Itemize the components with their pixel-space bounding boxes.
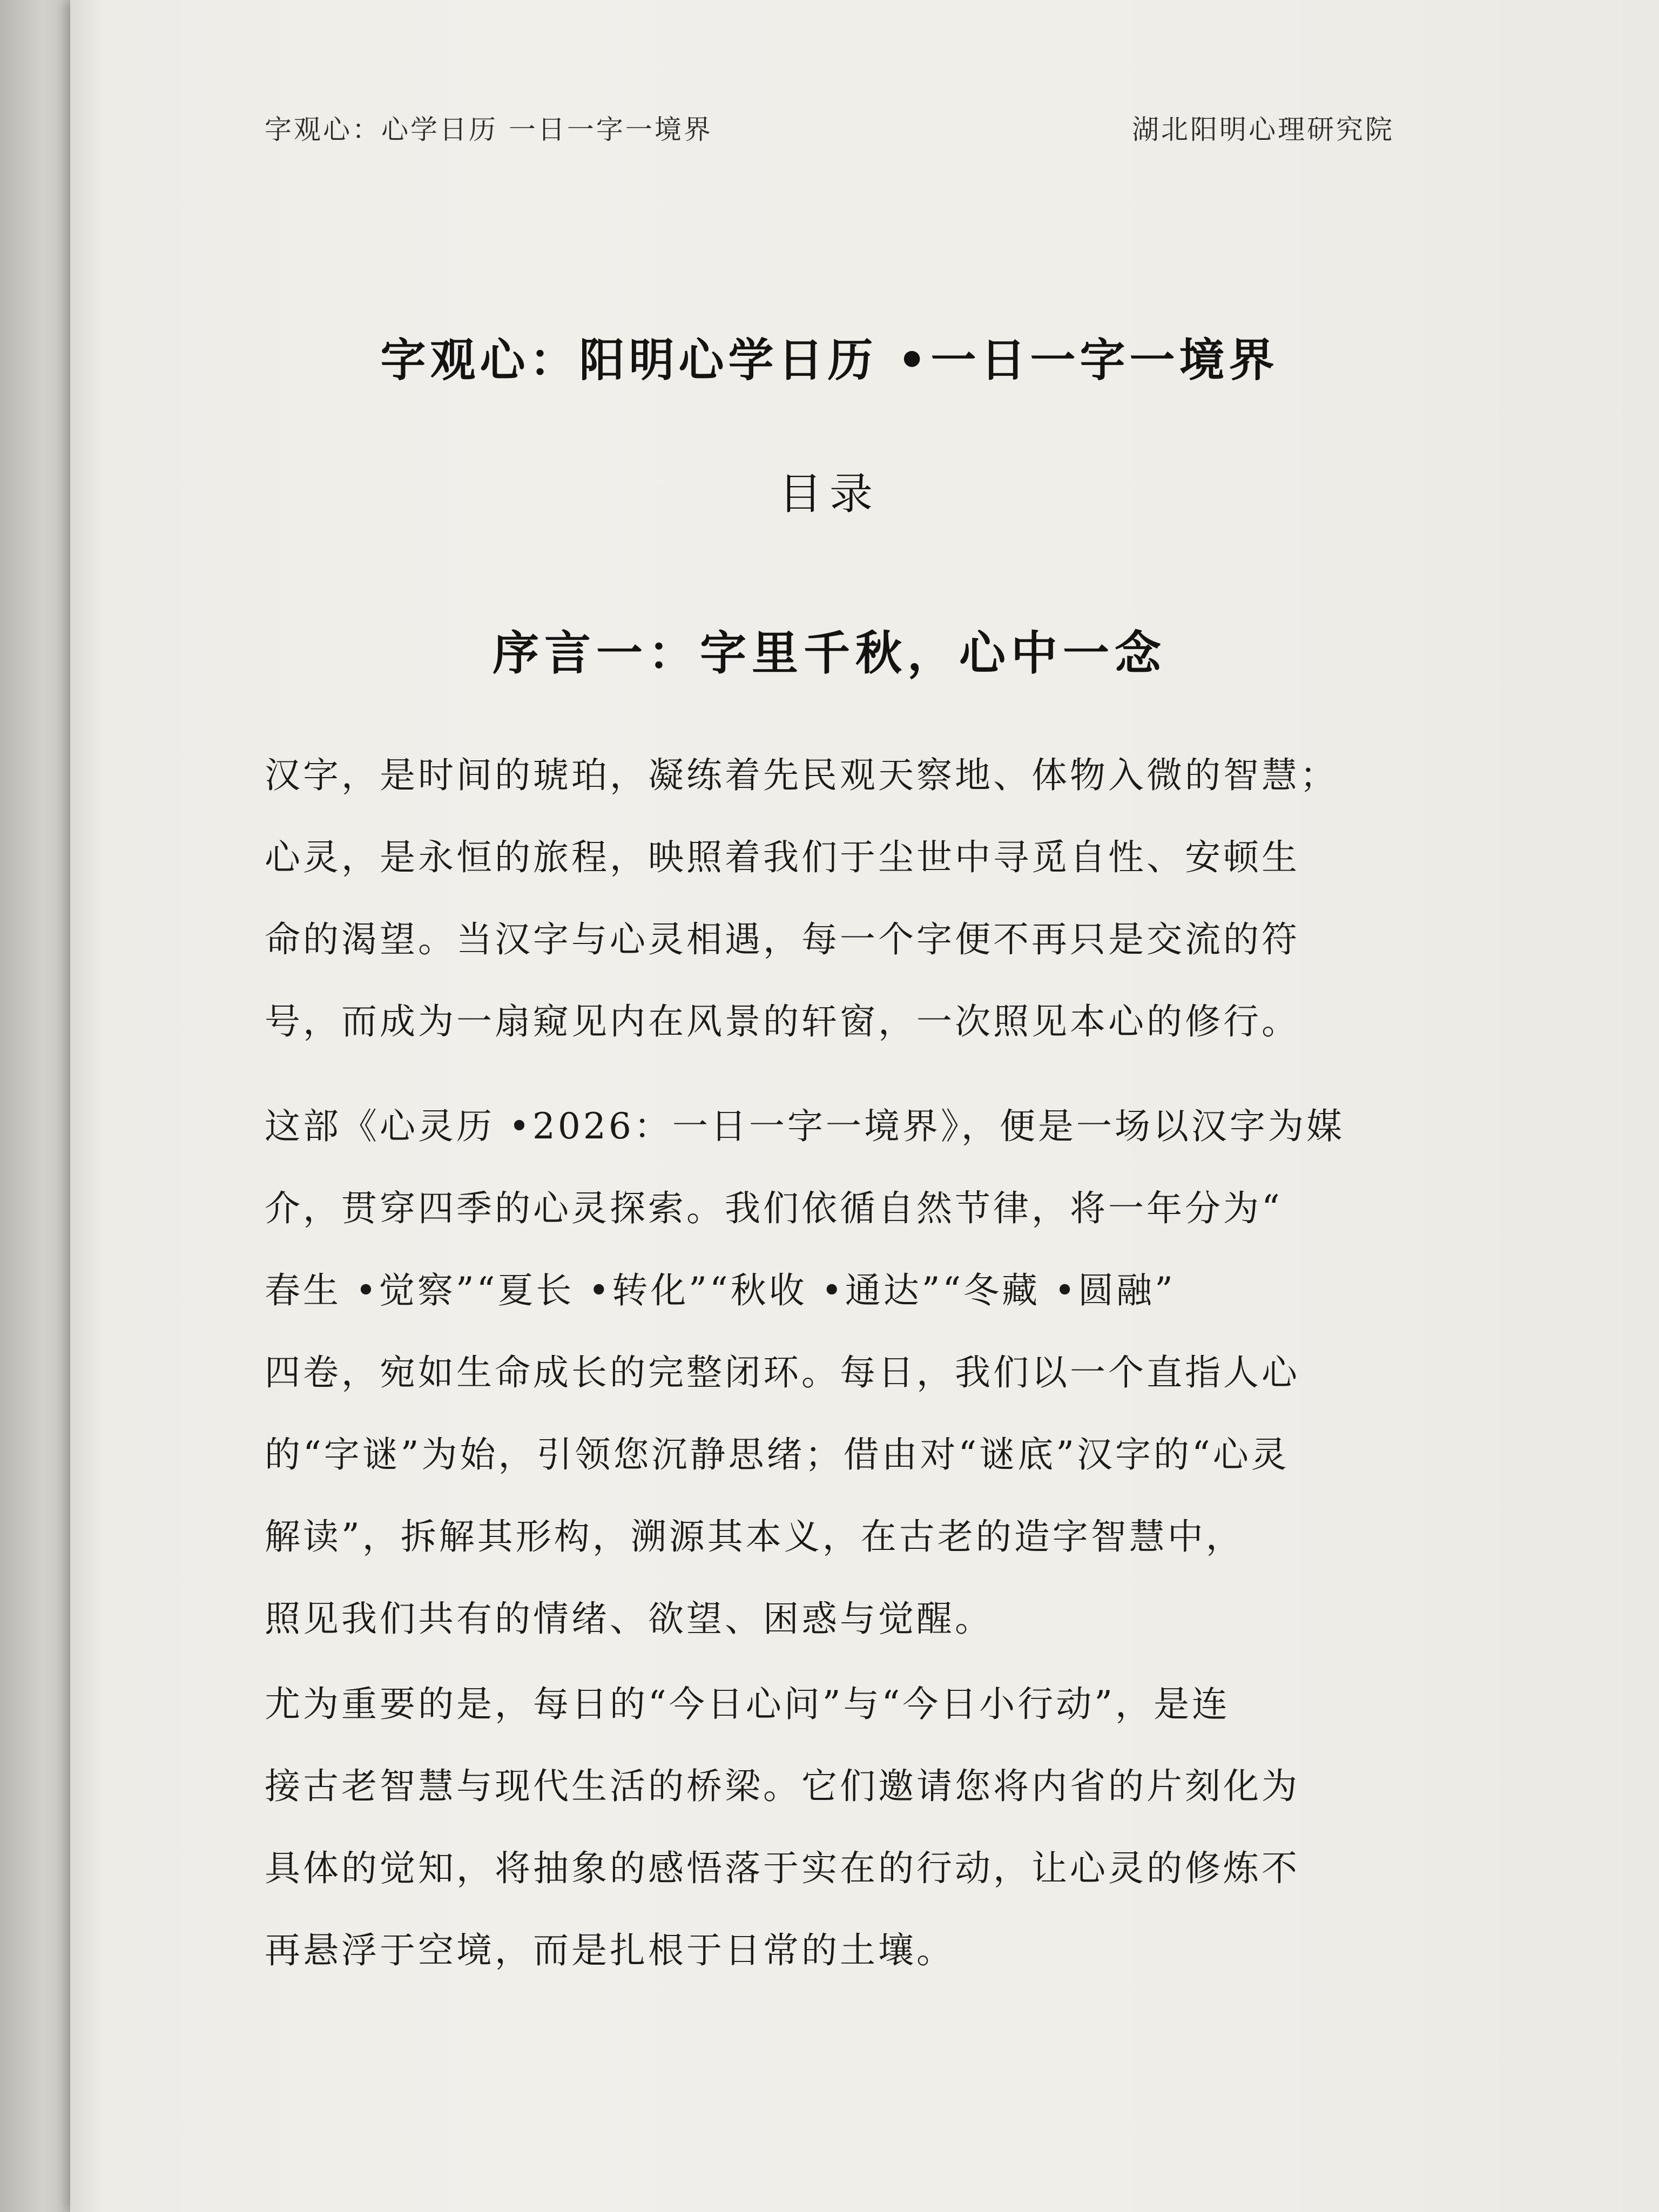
running-header-right: 湖北阳明心理研究院 <box>1132 114 1394 145</box>
paragraph-1 <box>265 734 1442 1063</box>
toc-heading: 目录 <box>779 469 880 519</box>
paragraph-line: 照见我们共有的情绪、欲望、困惑与觉醒。 <box>265 1598 993 1640</box>
paragraph-line: 心灵，是永恒的旅程，映照着我们于尘世中寻觅自性、安顿生 <box>265 837 1300 878</box>
paragraph-line: 号，而成为一扇窥见内在风景的轩窗，一次照见本心的修行。 <box>265 1001 1300 1042</box>
paragraph-line: 接古老智慧与现代生活的桥梁。它们邀请您将内省的片刻化为 <box>265 1765 1300 1807</box>
paragraph-line: 解读”，拆解其形构，溯源其本义，在古老的造字智慧中， <box>265 1516 1244 1557</box>
paragraph-line: 这部《心灵历 •2026：一日一字一境界》，便是一场以汉字为媒 <box>265 1105 1345 1147</box>
paragraph-line: 命的渴望。当汉字与心灵相遇，每一个字便不再只是交流的符 <box>265 919 1300 960</box>
paragraph-line: 再悬浮于空境，而是扎根于日常的土壤。 <box>265 1930 955 1971</box>
paragraph-line: 具体的觉知，将抽象的感悟落于实在的行动，让心灵的修炼不 <box>265 1847 1300 1889</box>
paragraph-line: 四卷，宛如生命成长的完整闭环。每日，我们以一个直指人心 <box>265 1352 1300 1393</box>
preface-title: 序言一：字里千秋，心中一念 <box>493 626 1166 680</box>
paragraph-3 <box>265 1663 1442 1992</box>
paragraph-line: 尤为重要的是，每日的“今日心问”与“今日小行动”，是连 <box>265 1683 1230 1725</box>
paragraph-line: 春生 •觉察”“夏长 •转化”“秋收 •通达”“冬藏 •圆融” <box>265 1270 1176 1311</box>
paragraph-line: 的“字谜”为始，引领您沉静思绪；借由对“谜底”汉字的“心灵 <box>265 1434 1290 1475</box>
paragraph-line: 介，贯穿四季的心灵探索。我们依循自然节律，将一年分为“ <box>265 1188 1283 1229</box>
book-title: 字观心：阳明心学日历 •一日一字一境界 <box>380 333 1279 387</box>
paragraph-line: 汉字，是时间的琥珀，凝练着先民观天察地、体物入微的智慧； <box>265 754 1338 796</box>
running-header-left: 字观心：心学日历 一日一字一境界 <box>265 114 713 145</box>
paragraph-2 <box>265 1085 1442 1660</box>
